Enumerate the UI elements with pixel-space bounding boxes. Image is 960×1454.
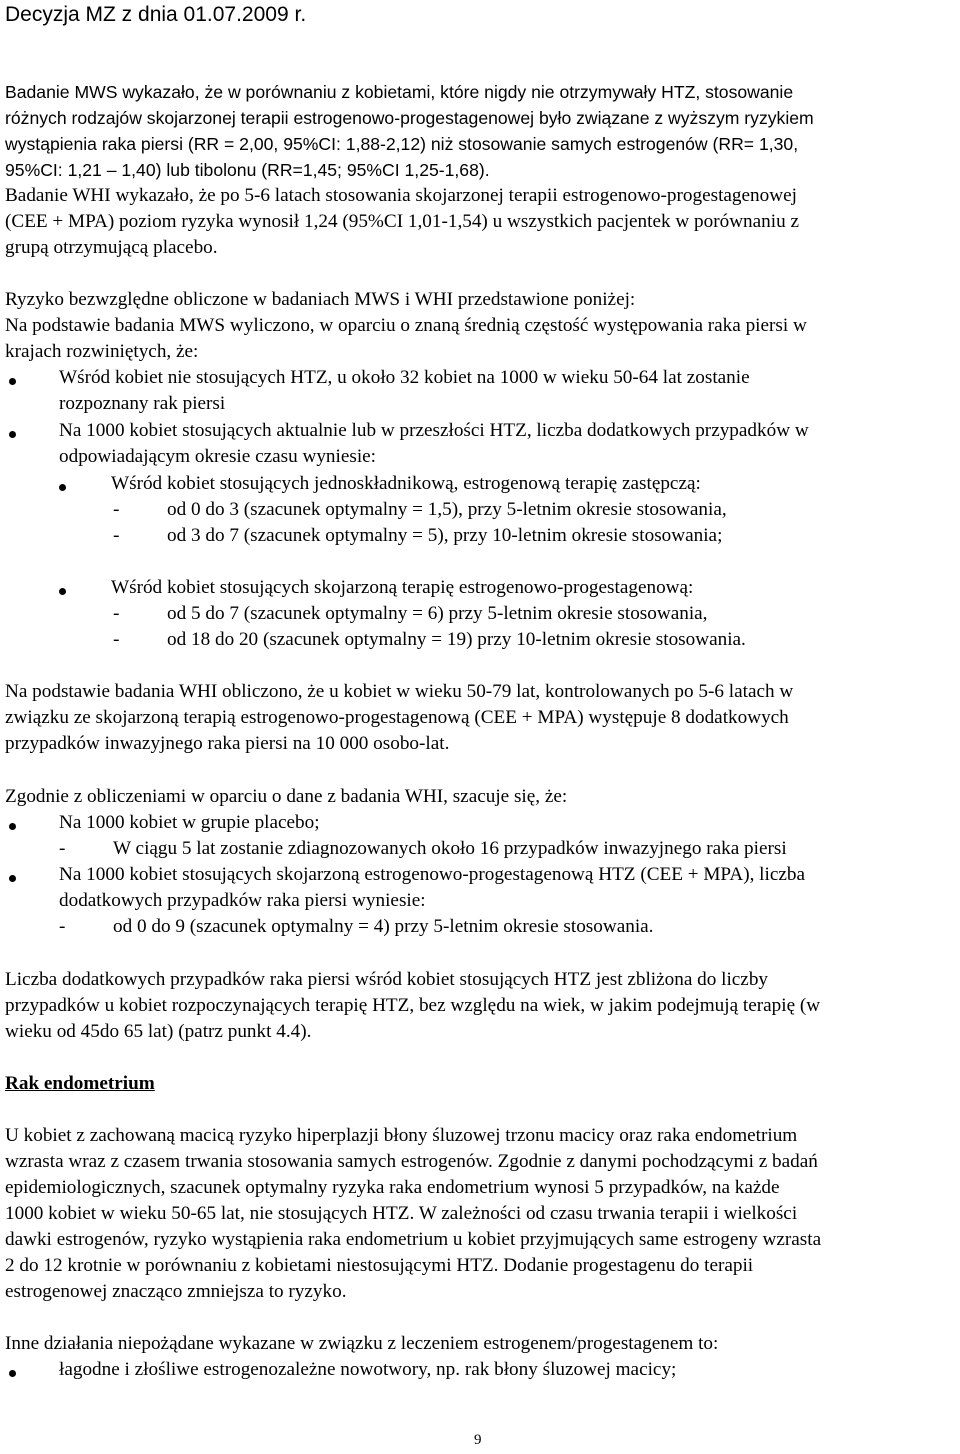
text-line: 1000 kobiet w wieku 50-65 lat, nie stosujących HTZ. W zależności od czasu trwania terapii i wielkości <box>5 1203 798 1224</box>
dash-item: od 18 do 20 (szacunek optymalny = 19) przy 10-letnim okresie stosowania. <box>167 629 746 650</box>
text-line: wystąpienia raka piersi (RR = 2,00, 95%CI: 1,88-2,12) niż stosowanie samych estrogenów (RR= 1,30, <box>5 134 799 154</box>
text-line: Na podstawie badania WHI obliczono, że u kobiet w wieku 50-79 lat, kontrolowanych po 5-6 latach w <box>5 681 794 702</box>
paragraph-whi-estimate-intro: Zgodnie z obliczeniami w oparciu o dane z badania WHI, szacuje się, że: <box>5 786 568 807</box>
text-line: 2 do 12 krotnie w porównaniu z kobietami niestosującymi HTZ. Dodanie progestagenu do terapii <box>5 1255 754 1276</box>
text-line: rozpoznany rak piersi <box>59 393 226 414</box>
paragraph-absolute-risk-intro <box>5 287 957 365</box>
list-item: Na 1000 kobiet w grupie placebo; <box>59 812 320 833</box>
text-line: krajach rozwiniętych, że: <box>5 341 199 362</box>
text-line: Badanie MWS wykazało, że w porównaniu z kobietami, które nigdy nie otrzymywały HTZ, stosowanie <box>5 82 794 102</box>
text-line: (CEE + MPA) poziom ryzyka wynosił 1,24 (95%CI 1,01-1,54) u wszystkich pacjentek w porównaniu z <box>5 211 800 232</box>
text-line: Liczba dodatkowych przypadków raka piersi wśród kobiet stosujących HTZ jest zbliżona do liczby <box>5 969 769 990</box>
list-item: łagodne i złośliwe estrogenozależne nowotwory, np. rak błony śluzowej macicy; <box>59 1359 677 1380</box>
paragraph-endometrial-risk <box>5 1123 957 1305</box>
text-line: U kobiet z zachowaną macicą ryzyko hiperplazji błony śluzowej trzonu macicy oraz raka endometrium <box>5 1125 798 1146</box>
bullet-icon <box>9 431 16 438</box>
text-line: Na 1000 kobiet stosujących skojarzoną estrogenowo-progestagenową HTZ (CEE + MPA), liczba <box>59 864 805 885</box>
bullet-icon <box>9 823 16 830</box>
dash-marker: - <box>113 499 120 520</box>
sub-list-item: Wśród kobiet stosujących skojarzoną terapię estrogenowo-progestagenową: <box>111 577 694 598</box>
text-line: Ryzyko bezwzględne obliczone w badaniach MWS i WHI przedstawione poniżej: <box>5 289 636 310</box>
dash-item: od 0 do 3 (szacunek optymalny = 1,5), przy 5-letnim okresie stosowania, <box>167 499 727 520</box>
sub-list-item: Wśród kobiet stosujących jednoskładnikową, estrogenową terapię zastępczą: <box>111 473 701 494</box>
dash-item: od 0 do 9 (szacunek optymalny = 4) przy 5-letnim okresie stosowania. <box>113 916 654 937</box>
bullet-icon <box>9 378 16 385</box>
paragraph-whi-invasive <box>5 679 957 757</box>
text-line: dawki estrogenów, ryzyko wystąpienia raka endometrium u kobiet przyjmujących same estrogeny wzrasta <box>5 1229 822 1250</box>
paragraph-whi-summary <box>5 183 957 261</box>
text-line: Na podstawie badania MWS wyliczono, w oparciu o znaną średnią częstość występowania raka piersi w <box>5 315 807 336</box>
text-line: związku ze skojarzoną terapią estrogenowo-progestagenową (CEE + MPA) występuje 8 dodatkowych <box>5 707 789 728</box>
bullet-icon <box>59 484 66 491</box>
text-line: grupą otrzymującą placebo. <box>5 237 218 258</box>
bullet-icon <box>9 1370 16 1377</box>
dash-marker: - <box>113 629 120 650</box>
dash-marker: - <box>113 525 120 546</box>
text-line: Na 1000 kobiet stosujących aktualnie lub w przeszłości HTZ, liczba dodatkowych przypadków w <box>59 420 809 441</box>
dash-item: od 3 do 7 (szacunek optymalny = 5), przy 10-letnim okresie stosowania; <box>167 525 723 546</box>
text-line: odpowiadającym okresie czasu wyniesie: <box>59 446 377 467</box>
dash-marker: - <box>113 603 120 624</box>
list-item <box>59 418 809 470</box>
text-line: przypadków u kobiet rozpoczynających terapię HTZ, bez względu na wiek, w jakim podejmują terapię (w <box>5 995 821 1016</box>
text-line: estrogenowej znacząco zmniejsza to ryzyko. <box>5 1281 347 1302</box>
list-item <box>59 862 805 914</box>
text-line: przypadków inwazyjnego raka piersi na 10 000 osobo-lat. <box>5 733 450 754</box>
text-line: Wśród kobiet nie stosujących HTZ, u około 32 kobiet na 1000 w wieku 50-64 lat zostanie <box>59 367 750 388</box>
text-line: różnych rodzajów skojarzonej terapii estrogenowo-progestagenowej było związane z wyższym ryzykiem <box>5 108 814 128</box>
text-line: Badanie WHI wykazało, że po 5-6 latach stosowania skojarzonej terapii estrogenowo-progestagenowej <box>5 185 797 206</box>
dash-marker: - <box>59 916 66 937</box>
text-line: wzrasta wraz z czasem trwania stosowania samych estrogenów. Zgodnie z danymi pochodzącymi z badań <box>5 1151 818 1172</box>
bullet-icon <box>59 588 66 595</box>
dash-item: W ciągu 5 lat zostanie zdiagnozowanych około 16 przypadków inwazyjnego raka piersi <box>113 838 787 859</box>
dash-item: od 5 do 7 (szacunek optymalny = 6) przy 5-letnim okresie stosowania, <box>167 603 708 624</box>
page-number: 9 <box>474 1432 482 1448</box>
paragraph-mws-summary <box>5 79 957 183</box>
section-heading-endometrial-cancer: Rak endometrium <box>5 1073 155 1094</box>
text-line: epidemiologicznych, szacunek optymalny ryzyka raka endometrium wynosi 5 przypadków, na każde <box>5 1177 780 1198</box>
text-line: dodatkowych przypadków raka piersi wyniesie: <box>59 890 426 911</box>
text-line: 95%CI: 1,21 – 1,40) lub tibolonu (RR=1,45; 95%CI 1,25-1,68). <box>5 160 490 180</box>
paragraph-other-adverse-effects: Inne działania niepożądane wykazane w związku z leczeniem estrogenem/progestagenem to: <box>5 1333 719 1354</box>
dash-marker: - <box>59 838 66 859</box>
paragraph-additional-cases <box>5 967 957 1045</box>
document-header-title: Decyzja MZ z dnia 01.07.2009 r. <box>5 3 307 26</box>
bullet-icon <box>9 875 16 882</box>
text-line: wieku od 45do 65 lat) (patrz punkt 4.4). <box>5 1021 312 1042</box>
list-item <box>59 365 750 417</box>
